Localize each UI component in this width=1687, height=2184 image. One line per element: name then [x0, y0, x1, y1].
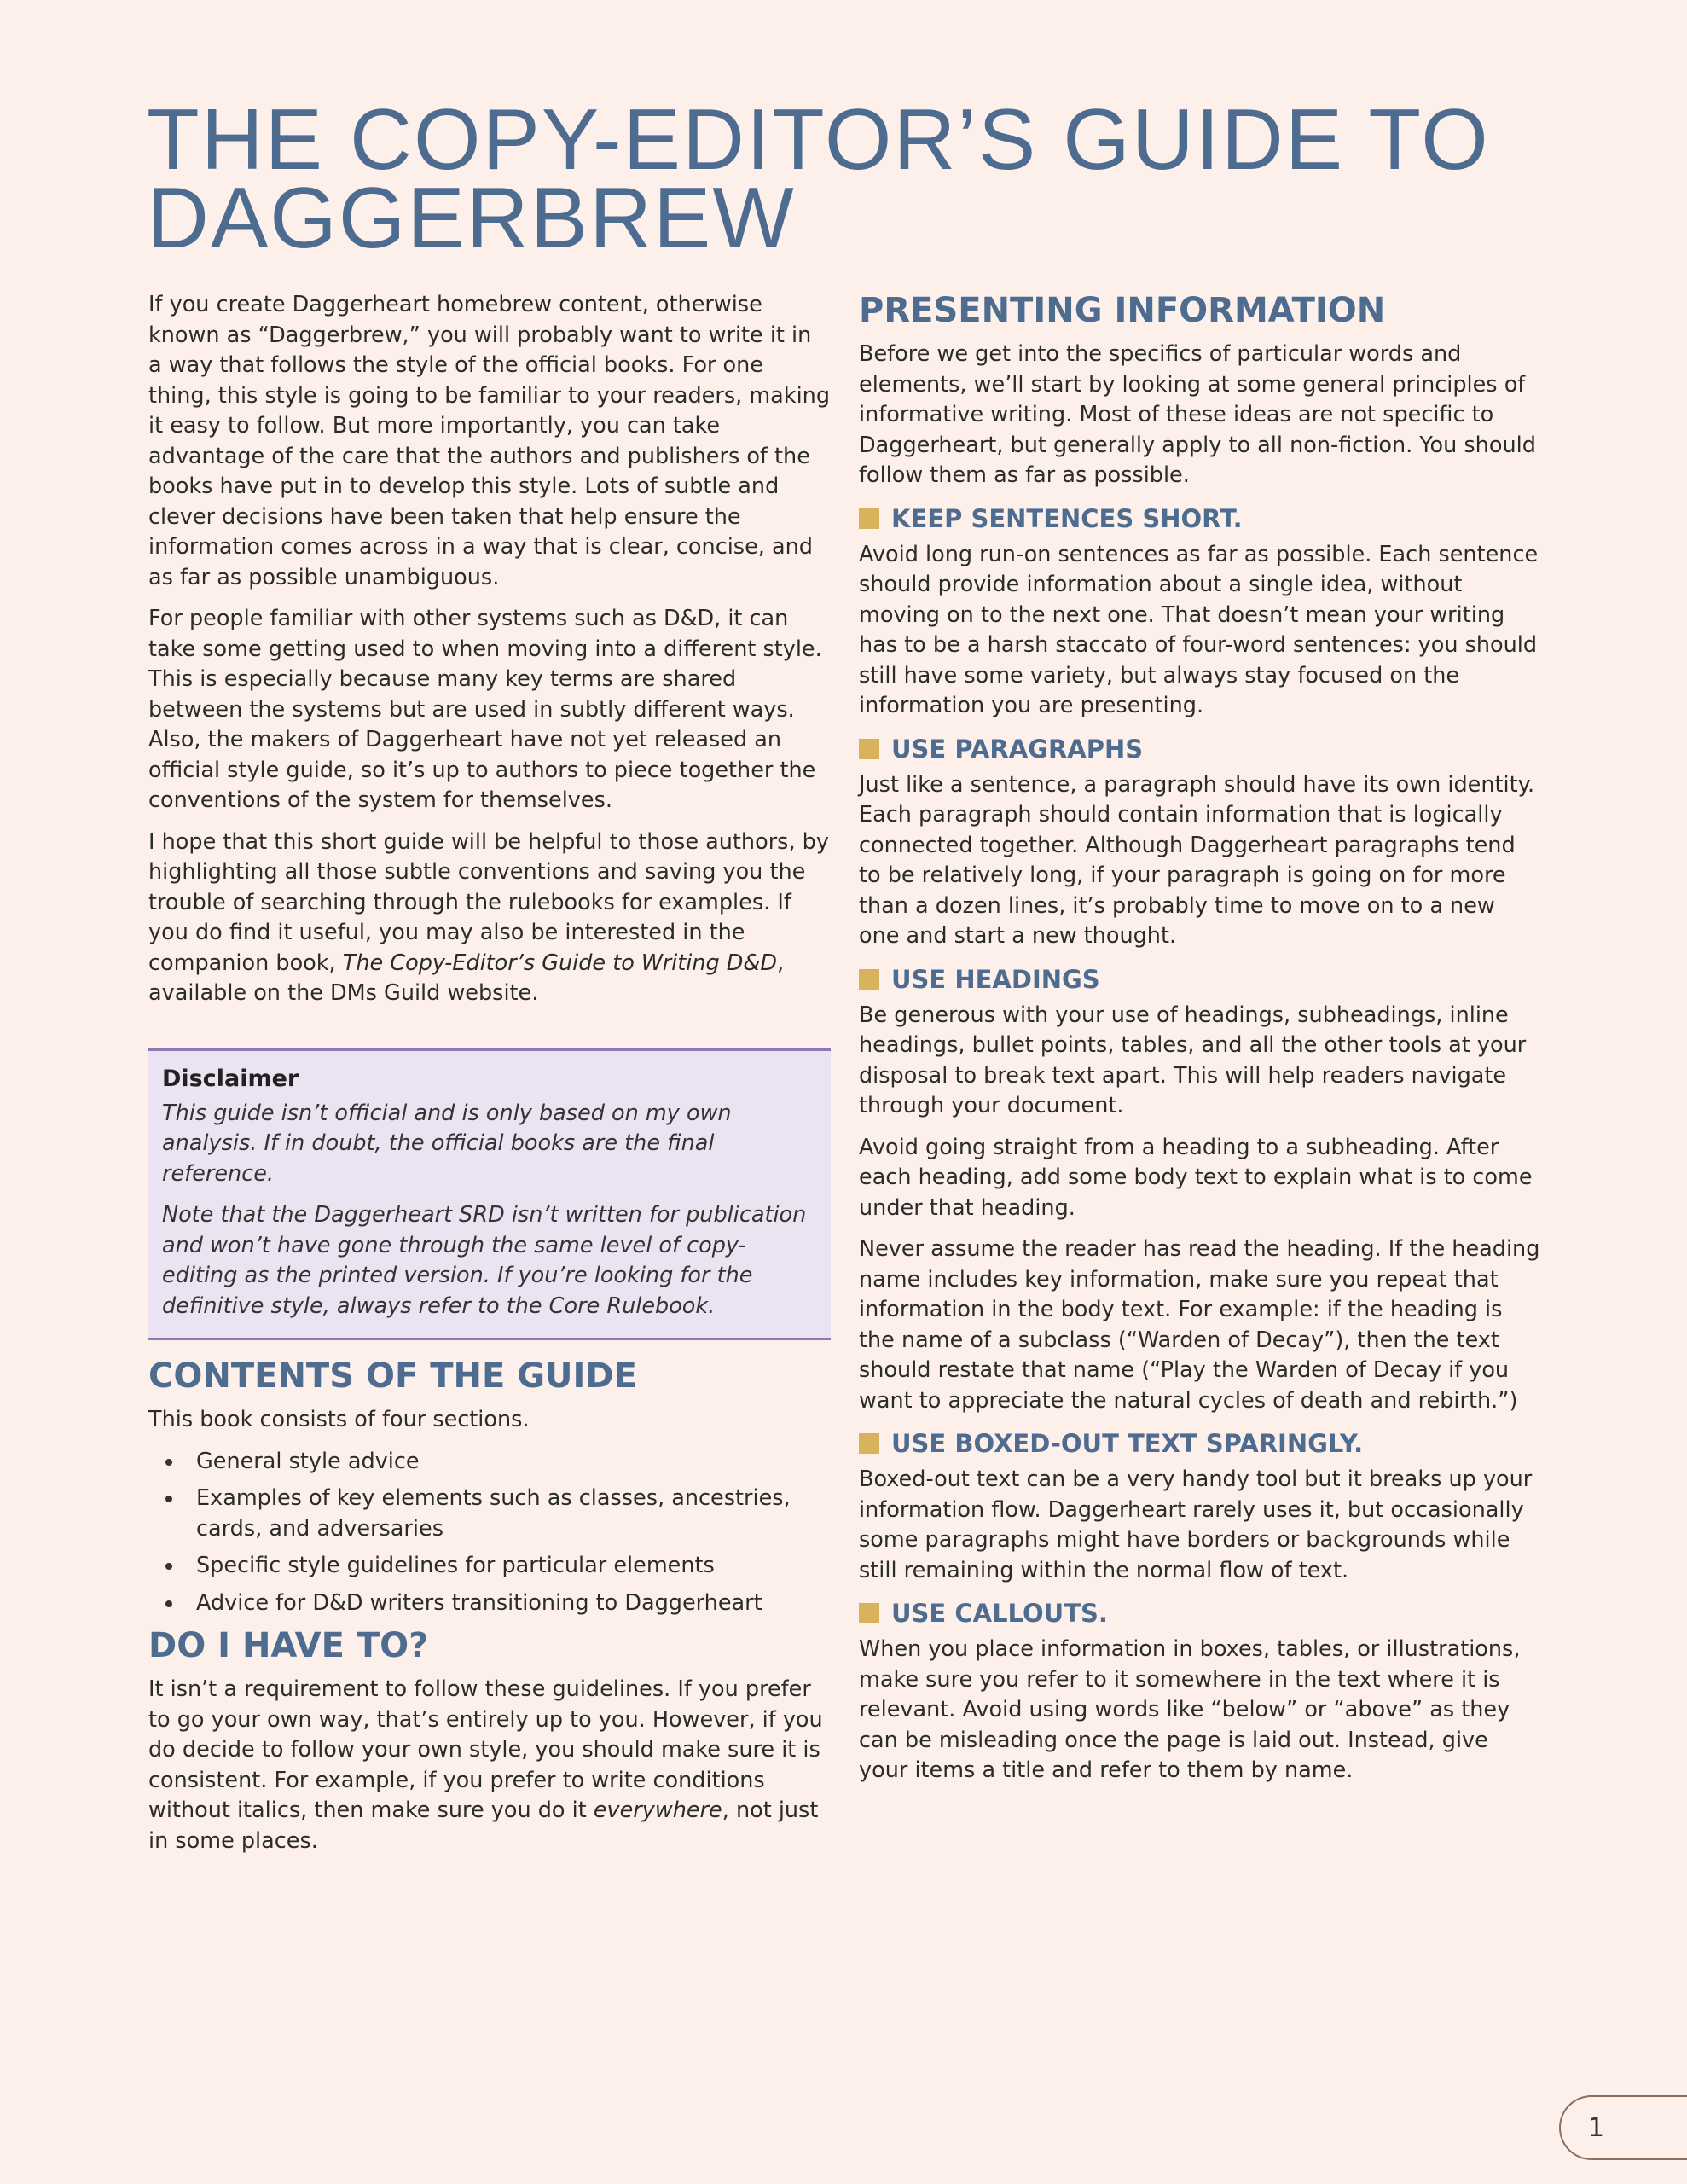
intro-paragraph-3-text-a: I hope that this short guide will be helpful to those authors, by highlighting all those subtle conventions and saving you the trouble of searching through the rulebooks for examples. If you do find it useful, you may also be interested in the companion book,: [148, 828, 829, 976]
list-item: [148, 1447, 831, 1478]
disclaimer-paragraph-2: Note that the Daggerheart SRD isn’t written for publication and won’t have gone through the same level of copy-editing as the printed version. If you’re looking for the definitive style, always refer to the Core Rulebook.: [162, 1202, 807, 1319]
do-i-text-a: It isn’t a requirement to follow these guidelines. If you prefer to go your own way, that’s entirely up to you. However, if you do decide to follow your own style, you should make sure it is consistent. For example, if you prefer to write conditions without italics, then make sure you do it: [148, 1676, 823, 1823]
headings-paragraph-3: Never assume the reader has read the heading. If the heading name includes key information, make sure you repeat that information in the body text. For example: if the heading is the name of a subclass (“Warden of Decay”), then the text should restate that name (“Play the Warden of Decay if you want to appreciate the natural cycles of death and rebirth.”): [859, 1236, 1540, 1414]
do-i-emphasis: everywhere: [593, 1798, 722, 1823]
list-item-text: Advice for D&D writers transitioning to Daggerheart: [196, 1589, 762, 1616]
subheading-text: KEEP SENTENCES SHORT.: [891, 503, 1243, 533]
do-i-text-b: , not just in some places.: [148, 1798, 819, 1854]
intro-paragraph-3-text-b: , available on the DMs Guild website.: [148, 950, 785, 1006]
subheading-use-headings: [859, 963, 1541, 996]
right-column: [859, 290, 1541, 1798]
companion-book-title: The Copy-Editor’s Guide to Writing D&D: [342, 950, 777, 976]
callouts-paragraph: When you place information in boxes, tables, or illustrations, make sure you refer to it somewhere in the text where it is relevant. Avoid using words like “below” or “above” as they can be misleading once the page is laid out. Instead, give your items a title and refer to them by name.: [859, 1636, 1521, 1783]
bullet-icon: [165, 1600, 172, 1607]
square-bullet-icon: [859, 1603, 879, 1623]
page-title: THE COPY-EDITOR’S GUIDE TO DAGGERBREW: [147, 92, 1490, 266]
list-item-text: Examples of key elements such as classes, ancestries, cards, and adversaries: [196, 1485, 791, 1542]
list-item: [148, 1551, 831, 1582]
subheading-text: USE BOXED-OUT TEXT SPARINGLY.: [891, 1429, 1364, 1458]
presenting-heading: PRESENTING INFORMATION: [859, 291, 1386, 330]
list-item-text: Specific style guidelines for particular elements: [196, 1553, 715, 1578]
headings-paragraph-1: Be generous with your use of headings, subheadings, inline headings, bullet points, tables, and all the other tools at your disposal to break text apart. This will help readers navigate through your document.: [859, 1002, 1527, 1118]
intro-paragraph-2: For people familiar with other systems such as D&D, it can take some getting used to when moving into a different style. This is especially because many key terms are shared between the systems but are used in subtly different ways. Also, the makers of Daggerheart have not yet released an official style guide, so it’s up to authors to piece together the conventions of the system for themselves.: [148, 606, 822, 813]
subheading-text: USE HEADINGS: [891, 964, 1100, 994]
contents-heading: CONTENTS OF THE GUIDE: [148, 1356, 637, 1396]
left-column: [148, 290, 831, 1867]
subheading-text: USE CALLOUTS.: [891, 1599, 1108, 1628]
presenting-intro: Before we get into the specifics of particular words and elements, we’ll start by looking at some general principles of informative writing. Most of these ideas are not specific to Daggerheart, but generally apply to all non-fiction. You should follow them as far as possible.: [859, 341, 1536, 488]
subheading-boxed-out-text: [859, 1427, 1541, 1460]
bullet-icon: [165, 1459, 172, 1466]
square-bullet-icon: [859, 969, 879, 990]
list-item-text: General style advice: [196, 1448, 420, 1474]
subheading-use-callouts: [859, 1597, 1541, 1629]
square-bullet-icon: [859, 739, 879, 759]
disclaimer-title: Disclaimer: [162, 1065, 299, 1092]
subheading-keep-sentences-short: [859, 502, 1541, 535]
do-i-have-to-paragraph: [148, 1675, 831, 1856]
page-number: 1: [1559, 2095, 1687, 2160]
list-item: [148, 1589, 831, 1619]
headings-paragraph-2: Avoid going straight from a heading to a subheading. After each heading, add some body text to explain what is to come under that heading.: [859, 1134, 1533, 1221]
contents-list: [148, 1447, 831, 1619]
paragraphs-paragraph: Just like a sentence, a paragraph should have its own identity. Each paragraph should contain information that is logically connected together. Although Daggerheart paragraphs tend to be relatively long, if your paragraph is going on for more than a dozen lines, it’s probably time to move on to a new one and start a new thought.: [859, 771, 1535, 949]
subheading-use-paragraphs: [859, 733, 1541, 765]
bullet-icon: [165, 1563, 172, 1570]
list-item: [148, 1484, 831, 1544]
do-i-have-to-heading: DO I HAVE TO?: [148, 1626, 429, 1665]
bullet-icon: [165, 1496, 172, 1502]
square-bullet-icon: [859, 508, 879, 529]
intro-paragraph-1: If you create Daggerheart homebrew content, otherwise known as “Daggerbrew,” you will probably want to write it in a way that follows the style of the official books. For one thing, this style is going to be familiar to your readers, making it easy to follow. But more importantly, you can take advantage of the care that the authors and publishers of the books have put in to develop this style. Lots of subtle and clever decisions have been taken that help ensure the information comes across in a way that is clear, concise, and as far as possible unambiguous.: [148, 292, 831, 590]
square-bullet-icon: [859, 1433, 879, 1454]
subheading-text: USE PARAGRAPHS: [891, 734, 1144, 764]
disclaimer-box: [148, 1048, 831, 1341]
boxed-out-paragraph: Boxed-out text can be a very handy tool but it breaks up your information flow. Daggerheart rarely uses it, but occasionally some paragraphs might have borders or backgrounds while still remaining within the normal flow of text.: [859, 1467, 1533, 1583]
intro-paragraph-3: [148, 828, 831, 1009]
disclaimer-paragraph-1: This guide isn’t official and is only based on my own analysis. If in doubt, the official books are the final reference.: [162, 1100, 732, 1187]
sentences-paragraph: Avoid long run-on sentences as far as possible. Each sentence should provide information about a single idea, without moving on to the next one. That doesn’t mean your writing has to be a harsh staccato of four-word sentences: you should still have some variety, but always stay focused on the information you are presenting.: [859, 541, 1539, 718]
contents-lead: This book consists of four sections.: [148, 1407, 530, 1432]
